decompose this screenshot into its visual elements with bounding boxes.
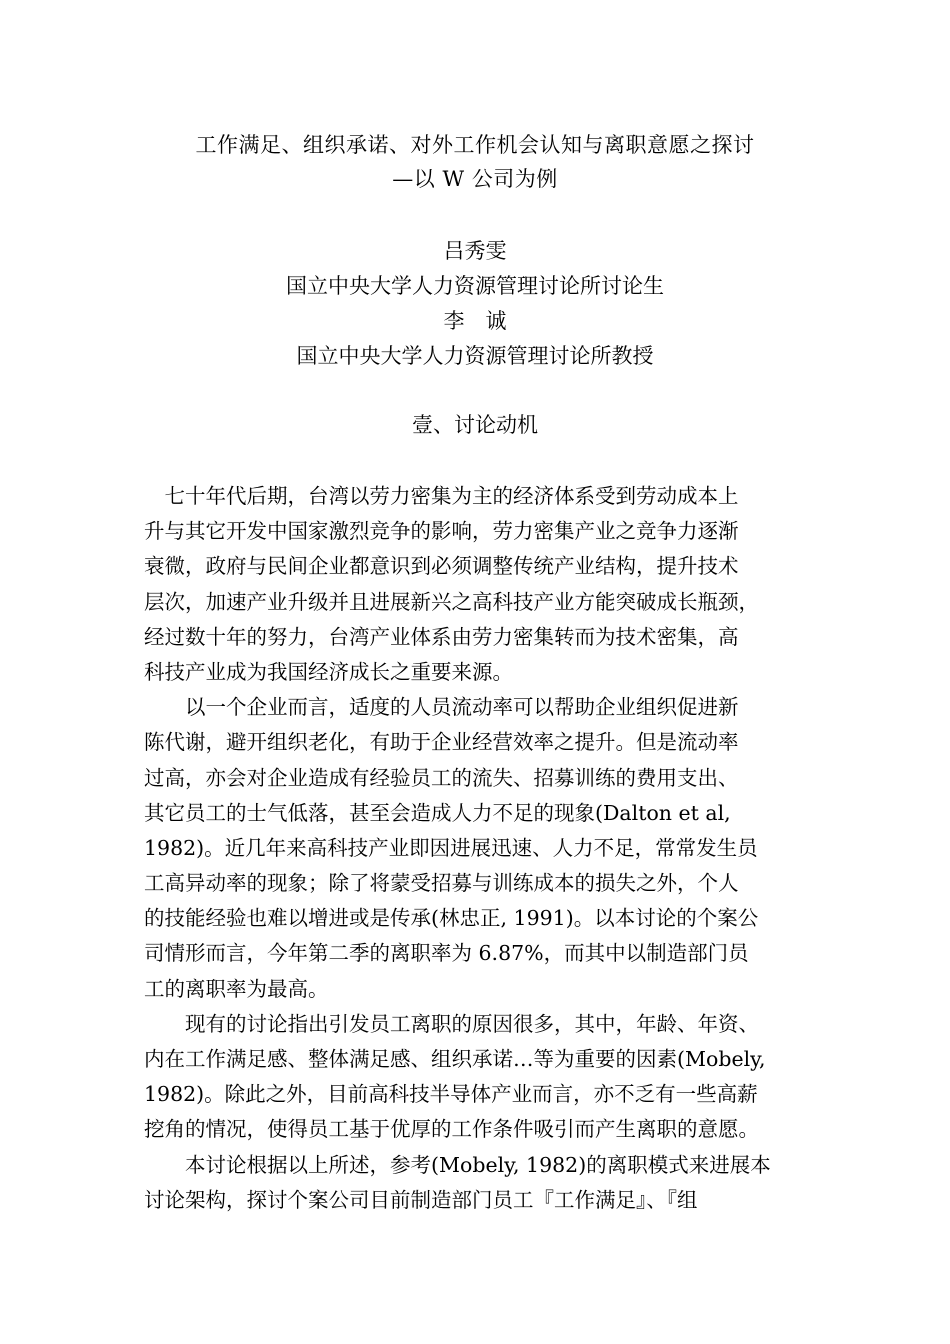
body-line: 司情形而言，今年第二季的离职率为 6.87%，而其中以制造部门员	[144, 941, 749, 966]
body-line: 升与其它开发中国家激烈竞争的影响，劳力密集产业之竞争力逐渐	[144, 519, 739, 544]
author-name: 吕秀雯	[443, 239, 507, 263]
body-line: 衰微，政府与民间企业都意识到必须调整传统产业结构，提升技术	[144, 554, 739, 579]
body-line: 层次，加速产业升级并且进展新兴之高科技产业方能突破成长瓶颈，	[144, 589, 759, 614]
body-line: 本讨论根据以上所述，参考(Mobely, 1982)的离职模式来进展本	[144, 1152, 771, 1177]
body-line: 挖角的情况，使得员工基于优厚的工作条件吸引而产生离职的意愿。	[144, 1117, 759, 1142]
body-line: 科技产业成为我国经济成长之重要来源。	[144, 659, 513, 684]
title-block	[0, 128, 950, 196]
body-line: 以一个企业而言，适度的人员流动率可以帮助企业组织促进新	[144, 695, 739, 720]
body-line: 陈代谢，避开组织老化，有助于企业经营效率之提升。但是流动率	[144, 730, 739, 755]
body-line: 讨论架构，探讨个案公司目前制造部门员工『工作满足』、『组	[144, 1187, 698, 1212]
body-line: 的技能经验也难以增进或是传承(林忠正, 1991)。以本讨论的个案公	[144, 906, 759, 931]
document-title: 工作满足、组织承诺、对外工作机会认知与离职意愿之探讨	[195, 133, 755, 157]
body-line: 七十年代后期，台湾以劳力密集为主的经济体系受到劳动成本上	[144, 484, 739, 508]
body-text	[144, 479, 824, 1218]
author-affiliation: 国立中央大学人力资源管理讨论所教授	[296, 344, 654, 368]
author-affiliation: 国立中央大学人力资源管理讨论所讨论生	[286, 274, 664, 298]
body-line: 过高，亦会对企业造成有经验员工的流失、招募训练的费用支出、	[144, 765, 739, 790]
document-subtitle: —以 W 公司为例	[392, 167, 558, 191]
body-line: 1982)。除此之外，目前高科技半导体产业而言，亦不乏有一些高薪	[144, 1082, 758, 1107]
body-line: 1982)。近几年来高科技产业即因进展迅速、人力不足，常常发生员	[144, 835, 758, 860]
body-line: 现有的讨论指出引发员工离职的原因很多，其中，年龄、年资、	[144, 1011, 759, 1036]
section-heading: 壹、讨论动机	[412, 413, 538, 437]
body-line: 工高异动率的现象；除了将蒙受招募与训练成本的损失之外，个人	[144, 871, 739, 896]
body-line: 其它员工的士气低落，甚至会造成人力不足的现象(Dalton et al,	[144, 800, 731, 825]
author-block	[0, 234, 950, 374]
body-line: 内在工作满足感、整体满足感、组织承诺…等为重要的因素(Mobely,	[144, 1047, 766, 1071]
body-line: 工的离职率为最高。	[144, 976, 329, 1001]
body-line: 经过数十年的努力，台湾产业体系由劳力密集转而为技术密集，高	[144, 624, 739, 649]
author-name: 李 诚	[443, 309, 507, 333]
